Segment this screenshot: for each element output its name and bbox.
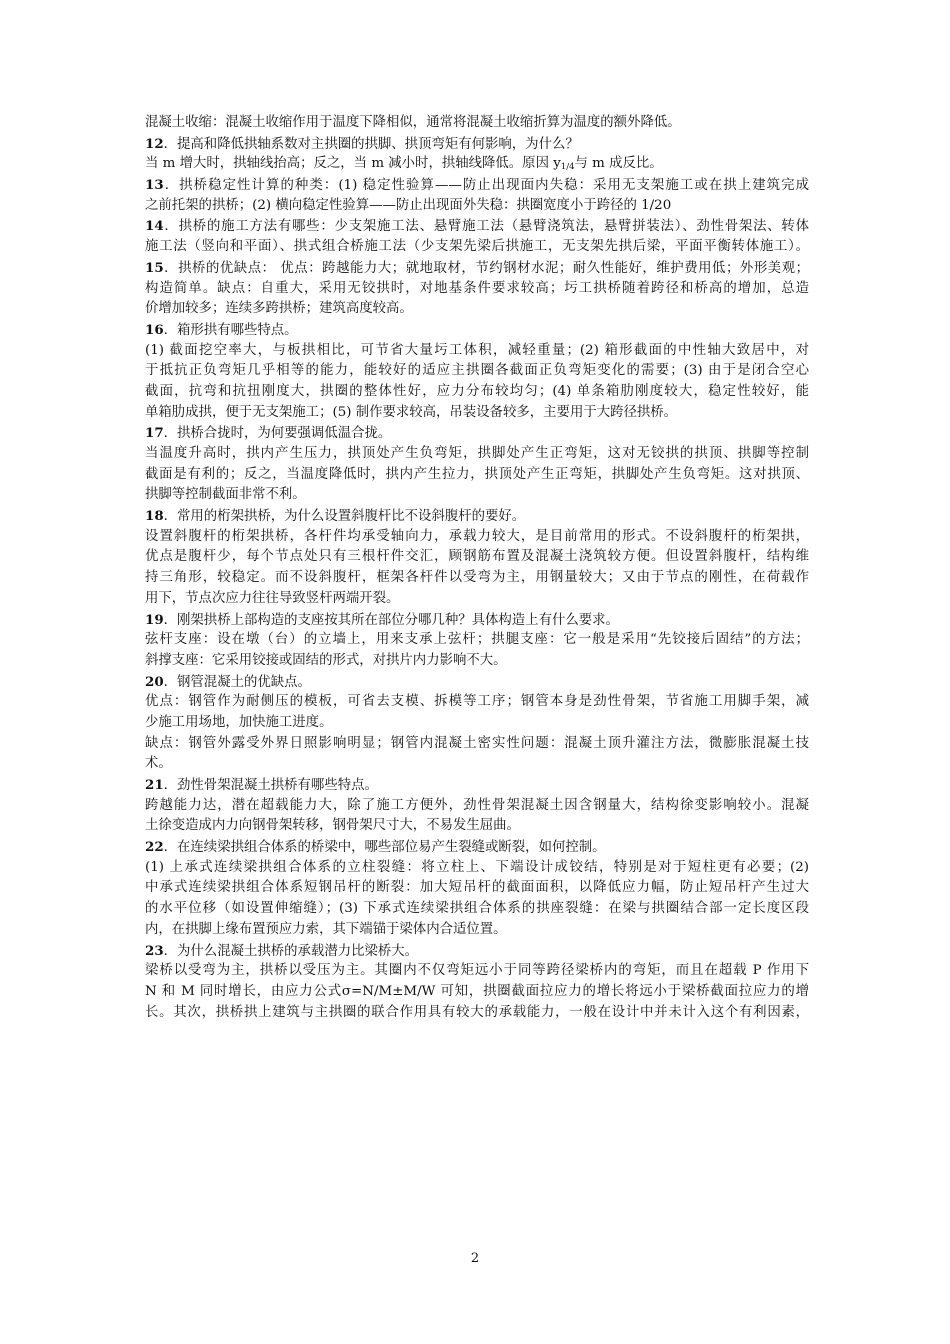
question-line: [145, 423, 809, 444]
line-text: 用下，节点次应力往往导致竖杆两端开裂。: [145, 590, 400, 606]
line-text: 优点：钢管作为耐侧压的模板，可省去支模、拆模等工序；钢管本身是劲性骨架，节省施工用脚手架，减: [145, 694, 809, 710]
line-text: 优点是腹杆少，每个节点处只有三根杆件交汇，顾钢筋布置及混凝土浇筑较方便。但设置斜腹杆，结构维: [145, 549, 809, 565]
line-text: 斜撑支座：它采用铰接或固结的形式，对拱片内力影响不大。: [145, 652, 507, 668]
line-text: 缺点：钢管外露受外界日照影响明显；钢管内混凝土密实性问题：混凝土顶升灌注方法，微膨胀混凝土技: [145, 735, 809, 751]
document-body: [145, 113, 809, 1023]
line-text: N 和 M 同时增长，由应力公式σ=N/M±M/W 可知，拱圈截面拉应力的增长将远小于梁桥截面拉应力的增: [145, 983, 809, 999]
line-text: (1) 上承式连续梁拱组合体系的立柱裂缝：将立柱上、下端设计成铰结，特别是对于短柱更有必要；(2): [145, 859, 809, 875]
line-text: 价增加较多；连续多跨拱桥；建筑高度较高。: [145, 301, 413, 317]
line-text: (1) 截面挖空率大，与板拱相比，可节省大量圬工体积，减轻重量；(2) 箱形截面的中性轴大致居中，对: [145, 342, 809, 358]
text-line: [145, 899, 809, 920]
question-number: 14: [145, 218, 164, 235]
text-line: [145, 734, 809, 755]
text-line: [145, 878, 809, 899]
line-text: ．刚架拱桥上部构造的支座按其所在部位分哪几种？具体构造上有什么要求。: [163, 612, 619, 628]
line-text: 梁桥以受弯为主，拱桥以受压为主。其圈内不仅弯矩远小于同等跨径梁桥内的弯矩，而且在超载 P 作用下: [145, 963, 809, 979]
text-line: [145, 754, 809, 775]
line-text: 截面，抗弯和抗扭刚度大，拱圈的整体性好，应力分布较均匀；(4) 单条箱肋刚度较大，稳定性较好，能: [145, 383, 809, 399]
line-text: ．拱桥合拢时，为何要强调低温合拢。: [163, 426, 392, 442]
question-number: 19: [145, 611, 164, 628]
text-line: [145, 630, 809, 651]
line-text: ．拱桥稳定性计算的种类：(1) 稳定性验算——防止出现面内失稳：采用无支架施工或在拱上建筑完成: [163, 178, 809, 194]
question-line: [145, 941, 809, 962]
text-line: [145, 1003, 809, 1024]
question-number: 22: [145, 839, 164, 856]
line-text: 跨越能力达，潜在超载能力大，除了施工方便外，劲性骨架混凝土因含钢量大，结构徐变影响较小。混凝: [145, 797, 809, 813]
text-line: [145, 279, 809, 300]
line-text: 长。其次，拱桥拱上建筑与主拱圈的联合作用具有较大的承载能力，一般在设计中并未计入这个有利因素，: [145, 1004, 809, 1020]
line-text: 土徐变造成内力向钢骨架转移，钢骨架尺寸大，不易发生屈曲。: [145, 818, 520, 834]
question-line: [145, 320, 809, 341]
question-number: 18: [145, 508, 164, 525]
question-line: [145, 672, 809, 693]
question-line: [145, 837, 809, 858]
text-line: [145, 651, 809, 672]
question-number: 16: [145, 321, 164, 338]
subscript: 1/4: [560, 162, 575, 173]
text-line: [145, 713, 809, 734]
text-line: [145, 527, 809, 548]
text-line: [145, 299, 809, 320]
text-line: [145, 382, 809, 403]
text-line: [145, 485, 809, 506]
text-line: [145, 961, 809, 982]
text-line: [145, 341, 809, 362]
text-line: [145, 816, 809, 837]
line-text: 施工法（竖向和平面）、拱式组合桥施工法（少支架先梁后拱施工，无支架先拱后梁，平面平衡转体施工）。: [145, 239, 809, 255]
line-text: ．劲性骨架混凝土拱桥有哪些特点。: [163, 778, 378, 793]
text-line: [145, 858, 809, 879]
text-line: [145, 196, 809, 217]
line-text: 持三角形，较稳定。而不设斜腹杆，框架各杆件以受弯为主，用钢量较大；又由于节点的刚性，在荷载作: [145, 570, 809, 586]
page-number: 2: [470, 1251, 480, 1266]
line-text: 设置斜腹杆的桁架拱桥，各杆件均承受轴向力，承载力较大，是目前常用的形式。不设斜腹杆的桁架拱，: [145, 528, 809, 544]
line-text-after: 与 m 成反比。: [574, 156, 663, 172]
text-line: [145, 154, 809, 175]
question-number: 17: [145, 425, 164, 442]
line-text: 弦杆支座：设在墩（台）的立墙上，用来支承上弦杆；拱腿支座：它一般是采用“先铰接后固结”的方法；: [145, 632, 809, 648]
line-text: 的水平位移（如设置伸缩缝）；(3) 下承式连续梁拱组合体系的拱座裂缝：在梁与拱圈结合部一定长度区段: [145, 901, 809, 917]
line-text: 少施工用场地，加快施工进度。: [145, 714, 333, 730]
question-line: [145, 175, 809, 196]
text-line: [145, 465, 809, 486]
question-number: 23: [145, 942, 164, 959]
text-line: [145, 547, 809, 568]
question-line: [145, 610, 809, 631]
line-text: 中承式连续梁拱组合体系短钢吊杆的断裂：加大短吊杆的截面面积，以降低应力幅，防止短吊杆产生过大: [145, 880, 809, 896]
question-line: [145, 134, 809, 155]
line-text: ．拱桥的优缺点： 优点：跨越能力大；就地取材，节约钢材水泥；耐久性能好，维护费用低；外形美观；: [163, 260, 809, 276]
line-text: ．箱形拱有哪些特点。: [163, 322, 298, 338]
question-number: 13: [145, 177, 164, 194]
question-number: 20: [145, 673, 164, 690]
text-line: [145, 444, 809, 465]
text-line: [145, 692, 809, 713]
line-text: 当 m 增大时，拱轴线抬高；反之，当 m 减小时，拱轴线降低。原因 y: [145, 156, 561, 172]
question-number: 21: [145, 777, 164, 793]
text-line: [145, 237, 809, 258]
question-line: [145, 506, 809, 527]
line-text: ．为什么混凝土拱桥的承载潜力比梁桥大。: [163, 943, 419, 959]
text-line: [145, 568, 809, 589]
line-text: 拱脚等控制截面非常不利。: [145, 487, 306, 503]
question-line: [145, 216, 809, 237]
line-text: ．拱桥的施工方法有哪些：少支架施工法、悬臂施工法（悬臂浇筑法，悬臂拼装法）、劲性骨架法、转体: [163, 219, 809, 235]
question-number: 15: [145, 259, 164, 276]
text-line: [145, 589, 809, 610]
line-text: 之前托架的拱桥；(2) 横向稳定性验算——防止出现面外失稳：拱圈宽度小于跨径的 1/20: [145, 197, 672, 213]
line-text: 当温度升高时，拱内产生压力，拱顶处产生负弯矩，拱脚处产生正弯矩，这对无铰拱的拱顶、拱脚等控制: [145, 446, 809, 461]
line-text: 术。: [145, 756, 172, 772]
line-text: 单箱肋成拱，便于无支架施工；(5) 制作要求较高，吊装设备较多，主要用于大跨径拱桥。: [145, 404, 678, 420]
text-line: [145, 920, 809, 941]
text-line: [145, 403, 809, 424]
line-text: 于抵抗正负弯矩几乎相等的能力，能较好的适应主拱圈各截面正负弯矩变化的需要；(3) 由于是闭合空心: [145, 363, 809, 379]
line-text: ．常用的桁架拱桥，为什么设置斜腹杆比不设斜腹杆的要好。: [163, 509, 526, 525]
text-line: [145, 982, 809, 1003]
line-text: 混凝土收缩：混凝土收缩作用于温度下降相似，通常将混凝土收缩折算为温度的额外降低。: [145, 115, 681, 130]
question-line: [145, 258, 809, 279]
question-number: 12: [145, 135, 164, 152]
text-line: [145, 113, 809, 134]
line-text: ．在连续梁拱组合体系的桥梁中，哪些部位易产生裂缝或断裂，如何控制。: [163, 840, 606, 856]
text-line: [145, 796, 809, 817]
line-text: ．提高和降低拱轴系数对主拱圈的拱脚、拱顶弯矩有何影响，为什么？: [163, 136, 579, 152]
text-line: [145, 361, 809, 382]
line-text: 截面是有利的；反之，当温度降低时，拱内产生拉力，拱顶处产生正弯矩，拱脚处产生负弯矩。这对拱顶、: [145, 466, 809, 482]
line-text: 构造简单。缺点：自重大，采用无铰拱时，对地基条件要求较高；圬工拱桥随着跨径和桥高的增加，总造: [145, 280, 809, 296]
question-line: [145, 775, 809, 796]
line-text: ．钢管混凝土的优缺点。: [163, 674, 311, 690]
line-text: 内，在拱脚上缘布置预应力索，其下端锚于梁体内合适位置。: [145, 921, 507, 937]
